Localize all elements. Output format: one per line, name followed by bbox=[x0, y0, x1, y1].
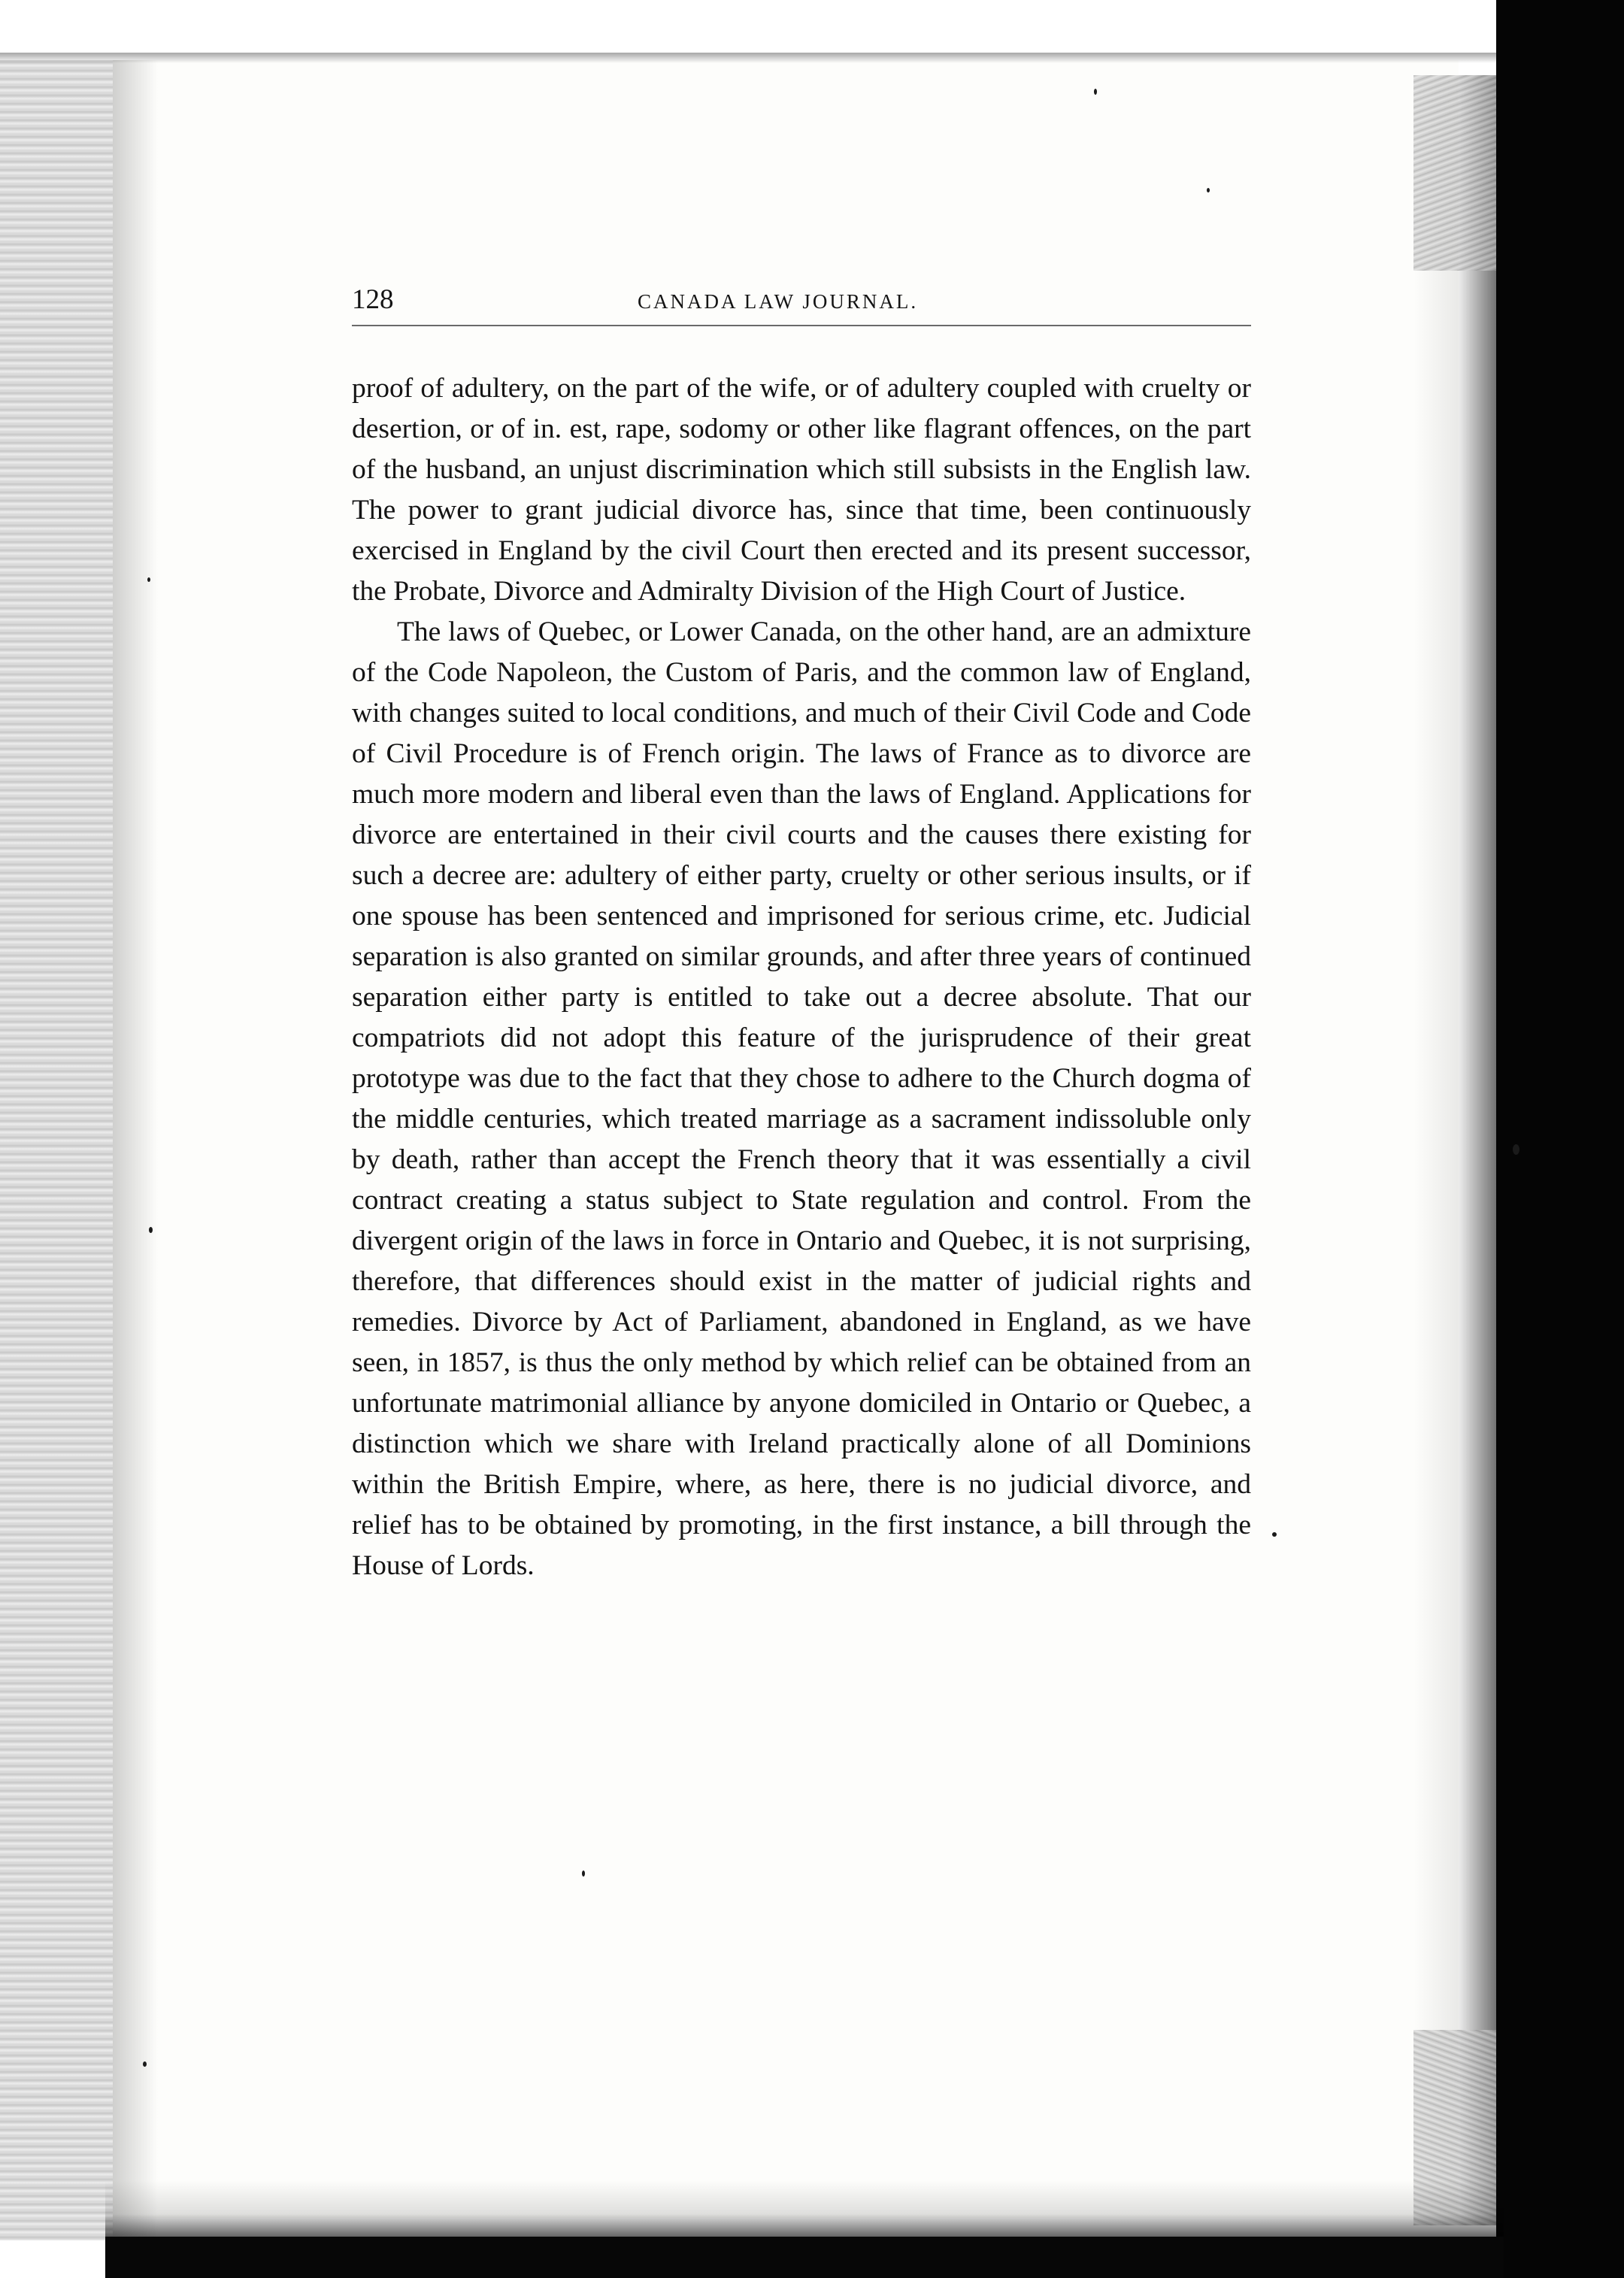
scan-top-edge bbox=[0, 53, 1504, 63]
scan-speck bbox=[1207, 188, 1210, 192]
page-gutter-shadow bbox=[113, 60, 158, 2240]
scan-left-edge bbox=[0, 60, 113, 2240]
header-rule bbox=[352, 325, 1251, 326]
journal-title: CANADA LAW JOURNAL. bbox=[638, 290, 919, 313]
page-number: 128 bbox=[352, 284, 394, 315]
paragraph-quebec-laws: The laws of Quebec, or Lower Canada, on the other hand, are an admixture of the Code Napoleon, the Custom of Paris, and the common law of England, with changes suited to local conditions, and much of their Civil Code and Code of Civil Procedure is of French origin. The laws of France as to divorce are much more modern and liberal even than the laws of England. Applications for divorce are entertained in their civil courts and the causes there existing for such a decree are: adultery of either party, cruelty or other serious insults, or if one spouse has been sentenced and imprisoned for serious crime, etc. Judicial separation is also granted on similar grounds, and after three years of continued separation either party is entitled to take out a decree absolute. That our compatriots did not adopt this feature of the jurisprudence of their great prototype was due to the fact that they chose to adhere to the Church dogma of the middle centuries, which treated marriage as a sacrament indissoluble only by death, rather than accept the French theory that it was essentially a civil contract creating a status subject to State regulation and control. From the divergent origin of the laws in force in Ontario and Quebec, it is not surprising, therefore, that differences should exist in the matter of judicial rights and remedies. Divorce by Act of Parliament, abandoned in England, as we have seen, in 1857, is thus the only method by which relief can be obtained from an unfortunate matrimonial alliance by anyone domiciled in Ontario or Quebec, a distinction which we share with Ireland practically alone of all Dominions within the British Empire, where, as here, there is no judicial divorce, and relief has to be obtained by promoting, in the first instance, a bill through the House of Lords. bbox=[352, 616, 1251, 1581]
scan-speck bbox=[582, 1871, 585, 1877]
scan-speck bbox=[143, 2061, 147, 2067]
scan-bottom-edge bbox=[105, 2237, 1504, 2278]
scan-speck bbox=[1513, 1144, 1519, 1155]
scan-speck bbox=[1272, 1532, 1277, 1537]
article-body bbox=[352, 368, 1251, 1586]
scan-speck bbox=[1094, 89, 1097, 95]
scan-speck bbox=[147, 577, 150, 582]
paragraph-continued: proof of adultery, on the part of the wife, or of adultery coupled with cruelty or desertion, or of in. est, rape, sodomy or other like flagrant offences, on the part of the husband, an unjust discrimination which still subsists in the English law. The power to grant judicial divorce has, since that time, been continuously exercised in England by the civil Court then erected and its present successor, the Probate, Divorce and Admiralty Division of the High Court of Justice. bbox=[352, 373, 1251, 607]
running-head bbox=[352, 281, 1251, 319]
page-right-shadow bbox=[1413, 75, 1496, 2225]
scan-top-right-noise bbox=[1413, 75, 1496, 271]
page-bottom-shadow bbox=[105, 2180, 1504, 2237]
scan-speck bbox=[149, 1227, 153, 1233]
scan-right-edge bbox=[1496, 0, 1624, 2278]
